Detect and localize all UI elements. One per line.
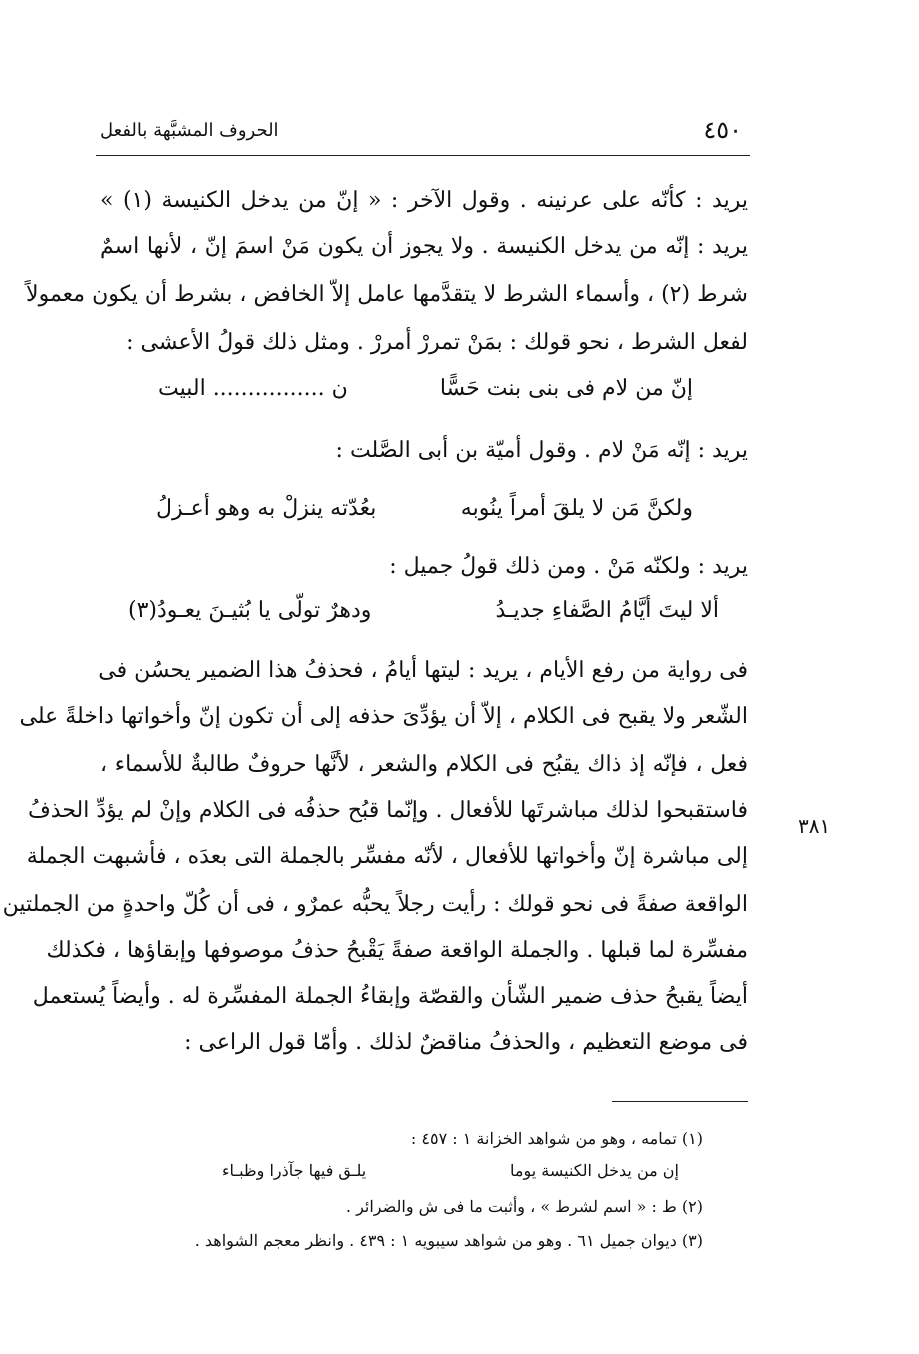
verse-1-first-hemistich: إنّ من لام فى بنى بنت حَسًّا (439, 376, 693, 401)
running-title: الحروف المشبَّهة بالفعل (100, 120, 279, 141)
verse-2-first-hemistich: ولكنَّ مَن لا يلقَ أمراً ينُوبه (460, 496, 693, 521)
body-line-1: يريد : كأنّه على عرنينه . وقول الآخر : « إنّ من يدخل الكنيسة (١) » (100, 188, 748, 213)
paragraph-line-9: فى موضع التعظيم ، والحذفُ مناقضٌ لذلك . وأمّا قول الراعى : (184, 1030, 748, 1055)
verse-3-first-hemistich: ألا ليتَ أيَّامُ الصَّفاءِ جديـدُ (495, 598, 719, 623)
paragraph-line-7: مفسِّرة لما قبلها . والجملة الواقعة صفةً يَقْبحُ حذفُ موصوفها وإبقاؤها ، فكذلك (46, 938, 748, 963)
body-line-5: يريد : إنّه مَنْ لام . وقول أميّة بن أبى الصَّلت : (335, 438, 748, 463)
verse-3-second-hemistich: ودهرٌ تولّى يا بُثيـنَ يعـودُ(٣) (128, 598, 372, 623)
body-line-4: لفعل الشرط ، نحو قولك : بمَنْ تمررْ أمررْ . ومثل ذلك قولُ الأعشى : (126, 330, 748, 355)
paragraph-line-1: فى رواية من رفع الأيام ، يريد : ليتها أيامُ ، فحذفُ هذا الضمير يحسُن فى (98, 658, 748, 683)
body-line-6: يريد : ولكنّه مَنْ . ومن ذلك قولُ جميل : (389, 554, 748, 579)
footnote-1-verse-first: إن من يدخل الكنيسة يوما (510, 1161, 679, 1180)
margin-page-number: ٣٨١ (798, 814, 831, 838)
running-header (96, 112, 750, 152)
body-line-3: شرط (٢) ، وأسماء الشرط لا يتقدَّمها عامل إلاّ الخافض ، بشرط أن يكون معمولاً (26, 282, 748, 307)
verse-2-second-hemistich: بعُدّته ينزلْ به وهو أعـزلُ (156, 496, 377, 521)
paragraph-line-8: أيضاً يقبحُ حذف ضمير الشّأن والقصّة وإبقاءُ الجملة المفسِّرة له . وأيضاً يُستعمل (32, 984, 748, 1009)
paragraph-line-6: الواقعة صفةً فى نحو قولك : رأيت رجلاً يحبُّه عمرٌو ، فى أن كُلّ واحدةٍ من الجملتين (2, 892, 748, 917)
paragraph-line-3: فعل ، فإنّه إذ ذاك يقبُح فى الكلام والشعر ، لأنَّها حروفٌ طالبةٌ للأسماء ، (100, 752, 748, 777)
footnote-1: (١) تمامه ، وهو من شواهد الخزانة ١ : ٤٥٧ : (410, 1129, 703, 1148)
footnote-3: (٣) ديوان جميل ٦١ . وهو من شواهد سيبويه ١ : ٤٣٩ . وانظر معجم الشواهد . (194, 1231, 703, 1250)
page-number: ٤٥٠ (703, 116, 742, 144)
paragraph-line-2: الشّعر ولا يقبح فى الكلام ، إلاّ أن يؤدِّىَ حذفه إلى أن تكون إنّ وأخواتها داخلةً على (19, 704, 748, 729)
paragraph-line-4: فاستقبحوا لذلك مباشرتَها للأفعال . وإنّما قبُح حذفُه فى الكلام وإنْ لم يؤدِّ الحذفُ (27, 798, 748, 823)
body-line-2: يريد : إنّه من يدخل الكنيسة . ولا يجوز أن يكون مَنْ اسمَ إنّ ، لأنها اسمٌ (100, 234, 748, 259)
footnote-rule (612, 1101, 748, 1102)
footnote-1-verse-second: يلـق فيها جآذرا وظبـاء (222, 1161, 367, 1180)
footnote-2: (٢) ط : « اسم لشرط » ، وأثبت ما فى ش والضرائر . (345, 1197, 703, 1216)
paragraph-line-5: إلى مباشرة إنّ وأخواتها للأفعال ، لأنّه مفسِّر بالجملة التى بعدَه ، فأشبهت الجملة (26, 844, 748, 869)
header-rule (96, 155, 750, 156)
verse-1-second-hemistich: ن ................ البيت (158, 376, 348, 401)
